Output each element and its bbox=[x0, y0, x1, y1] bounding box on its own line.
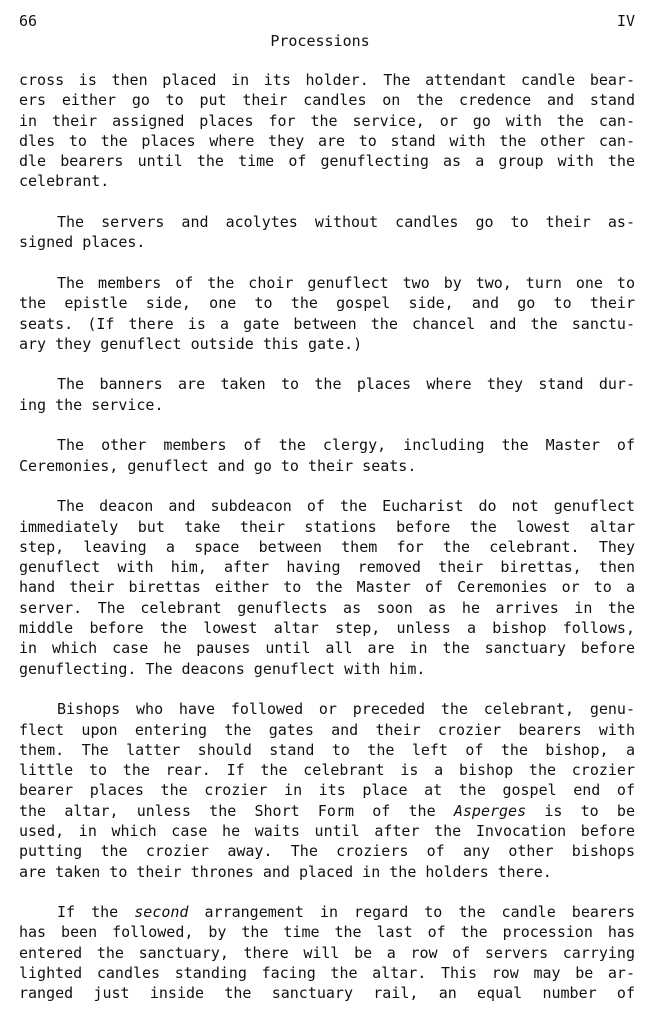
running-title: Processions bbox=[270, 32, 370, 50]
paragraph-gap bbox=[19, 476, 635, 496]
text-line: flect upon entering the gates and their crozier bearers with bbox=[19, 720, 635, 739]
chapter-number: IV bbox=[616, 12, 635, 30]
text-line: seats. (If there is a gate between the chancel and the sanctu- bbox=[19, 314, 635, 333]
paragraph bbox=[19, 496, 635, 679]
paragraph-gap bbox=[19, 192, 635, 212]
text-line: them. The latter should stand to the left of the bishop, a bbox=[19, 740, 635, 759]
text-line: are taken to their thrones and placed in the holders there. bbox=[19, 862, 552, 881]
text-line-with-italic bbox=[19, 902, 635, 922]
text-line: dle bearers until the time of genuflecting as a group with the bbox=[19, 152, 635, 171]
text-line: in their assigned places for the service, or go with the can- bbox=[19, 111, 635, 130]
text-line: putting the crozier away. The croziers of any other bishops bbox=[19, 842, 635, 861]
paragraph bbox=[19, 374, 635, 415]
text-line: The servers and acolytes without candles go to their as- bbox=[57, 213, 635, 232]
text-line: the epistle side, one to the gospel side, and go to their bbox=[19, 294, 635, 313]
text-line: ers either go to put their candles on the credence and stand bbox=[19, 91, 635, 110]
text-line: entered the sanctuary, there will be a row of servers carrying bbox=[19, 943, 635, 962]
text-line: ary they genuflect outside this gate.) bbox=[19, 334, 363, 353]
text-segment: If the bbox=[57, 903, 135, 922]
text-line: has been followed, by the time the last of the procession has bbox=[19, 923, 635, 942]
text-segment: arrangement in regard to the candle bearers bbox=[188, 903, 636, 922]
paragraph bbox=[19, 70, 635, 192]
text-line: step, leaving a space between them for the celebrant. They bbox=[19, 537, 635, 556]
text-line: immediately but take their stations before the lowest altar bbox=[19, 517, 635, 536]
text-line: The banners are taken to the places where they stand dur- bbox=[57, 375, 635, 394]
text-line: middle before the lowest altar step, unless a bishop follows, bbox=[19, 619, 635, 638]
text-line: used, in which case he waits until after the Invocation before bbox=[19, 821, 635, 840]
text-line-with-italic bbox=[19, 801, 635, 821]
text-line: The members of the choir genuflect two by two, turn one to bbox=[57, 273, 635, 292]
text-line: server. The celebrant genuflects as soon as he arrives in the bbox=[19, 598, 635, 617]
text-line: ing the service. bbox=[19, 395, 164, 414]
paragraph bbox=[19, 273, 635, 354]
text-line: dles to the places where they are to stand with the other can- bbox=[19, 131, 635, 150]
paragraph-gap bbox=[19, 354, 635, 374]
paragraph bbox=[19, 902, 635, 1003]
text-line: Ceremonies, genuflect and go to their seats. bbox=[19, 456, 417, 475]
text-line: celebrant. bbox=[19, 172, 110, 191]
text-segment: the altar, unless the Short Form of the bbox=[19, 801, 454, 820]
text-line: Bishops who have followed or preceded the celebrant, genu- bbox=[57, 700, 635, 719]
text-line: The other members of the clergy, including the Master of bbox=[57, 436, 635, 455]
paragraph-gap bbox=[19, 679, 635, 699]
text-line: bearer places the crozier in its place at the gospel end of bbox=[19, 781, 635, 800]
paragraph bbox=[19, 212, 635, 253]
paragraph bbox=[19, 699, 635, 882]
paragraph-gap bbox=[19, 253, 635, 273]
text-line: lighted candles standing facing the altar. This row may be ar- bbox=[19, 964, 635, 983]
body-text bbox=[19, 70, 635, 1004]
text-line: little to the rear. If the celebrant is a bishop the crozier bbox=[19, 761, 635, 780]
text-line: in which case he pauses until all are in the sanctuary before bbox=[19, 639, 635, 658]
text-line: hand their birettas either to the Master of Ceremonies or to a bbox=[19, 578, 635, 597]
paragraph-gap bbox=[19, 415, 635, 435]
paragraph-gap bbox=[19, 882, 635, 902]
paragraph bbox=[19, 435, 635, 476]
italic-term: second bbox=[134, 903, 189, 922]
text-line: genuflect with him, after having removed their birettas, then bbox=[19, 558, 635, 577]
text-line: genuflecting. The deacons genuflect with him. bbox=[19, 659, 426, 678]
page-number: 66 bbox=[19, 12, 38, 30]
italic-term: Asperges bbox=[453, 801, 527, 820]
text-line: ranged just inside the sanctuary rail, an equal number of bbox=[19, 984, 635, 1003]
text-line: signed places. bbox=[19, 233, 146, 252]
text-line: cross is then placed in its holder. The attendant candle bear- bbox=[19, 71, 635, 89]
text-line: The deacon and subdeacon of the Eucharist do not genuflect bbox=[57, 497, 635, 516]
text-segment: is to be bbox=[526, 801, 635, 820]
